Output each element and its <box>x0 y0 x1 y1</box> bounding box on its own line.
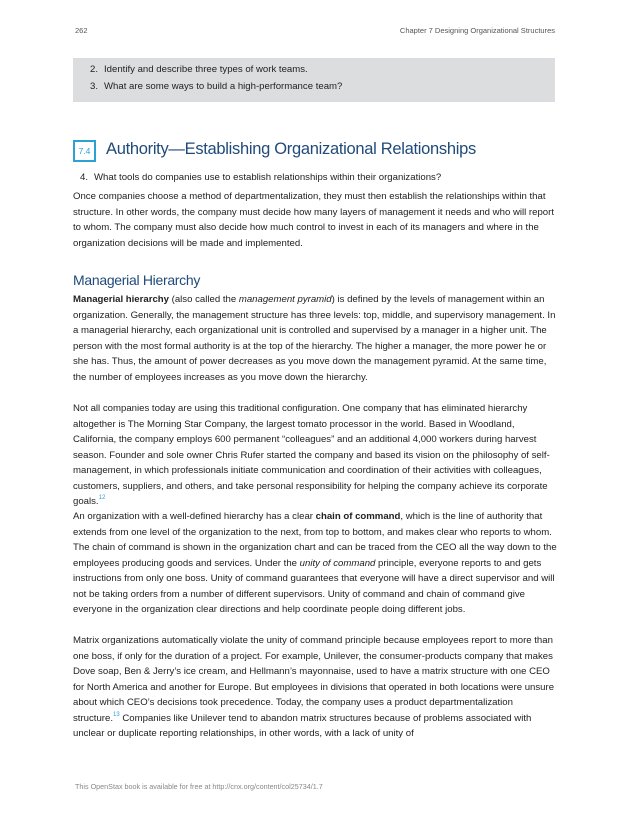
subsection-title: Managerial Hierarchy <box>73 272 201 288</box>
objective-text: What tools do companies use to establish relationships within their organizations? <box>94 172 442 183</box>
paragraph-text: Not all companies today are using this traditional configuration. One company that has eliminated hierarchy altogether is The Morning Star Company, the largest tomato processor in the world. Based in Woodland, California, the company employs 600 permanent “colleagues” and an additional 4,000 workers during harvest season. Founder and sole owner Chris Rufer started the company and based its vision on the philosophy of self-management, in which professionals initiate communication and coordination of their activities with colleagues, customers, suppliers, and others, and take personal responsibility for helping the company achieve its corporate goals. <box>73 403 550 507</box>
review-questions-box <box>73 58 555 102</box>
paragraph-morning-star <box>73 401 557 510</box>
paragraph-text: principle, everyone reports to and gets instructions from only one boss. Unity of command guarantees that everyone will have a direct supervisor and will not be taking orders from a number of different supervisors. Unity of command and chain of command give everyone in the organization clear directions and help coordinate people doing different jobs. <box>73 557 555 615</box>
section-title: Authority—Establishing Organizational Relationships <box>106 140 476 158</box>
objective-number: 4. <box>80 172 89 183</box>
question-number: 3. <box>90 81 99 92</box>
question-text: What are some ways to build a high-performance team? <box>104 81 343 92</box>
review-question <box>90 81 342 92</box>
question-number: 2. <box>90 64 99 75</box>
key-term: chain of command <box>315 511 401 522</box>
footnote-link[interactable]: 13 <box>113 711 120 718</box>
paragraph-managerial-hierarchy <box>73 292 557 385</box>
question-text: Identify and describe three types of work teams. <box>104 64 308 75</box>
review-question <box>90 64 308 75</box>
paragraph-text: ) is defined by the levels of management within an organization. Generally, the management structure has three levels: top, middle, and supervisory management. In a managerial hierarchy, each organizational unit is controlled and supervised by a manager in a higher unit. The person with the most formal authority is at the top of the hierarchy. The higher a manager, the more power he or she has. Thus, the amount of power decreases as you move down the management pyramid. At the same time, the number of employees increases as you move down the hierarchy. <box>73 294 556 383</box>
paragraph-text: An organization with a well-defined hierarchy has a clear <box>73 511 316 522</box>
italic-term: unity of command <box>299 557 376 569</box>
paragraph-text: Matrix organizations automatically violate the unity of command principle because employees report to more than one boss, if only for the duration of a project. For example, Unilever, the consumer-products company that makes Dove soap, Ben & Jerry’s ice cream, and Hellmann’s mayonnaise, used to have a matrix structure with one CEO for North America and another for Europe. But employees in divisions that operated in both locations were unsure about which CEO’s decisions took precedence. Today, the company uses a product departmentalization structure. <box>73 635 555 724</box>
paragraph-text: (also called the <box>168 294 239 305</box>
page-number: 262 <box>75 26 88 35</box>
footnote-link[interactable]: 12 <box>98 495 106 501</box>
chapter-header: Chapter 7 Designing Organizational Structures <box>399 26 555 35</box>
key-term: Managerial hierarchy <box>73 294 169 305</box>
paragraph-text: Companies like Unilever tend to abandon matrix structures because of problems associated with unclear or duplicate reporting relationships, in other words, with a lack of unity of <box>73 712 532 739</box>
learning-objective <box>80 172 441 183</box>
paragraph-matrix-organizations <box>73 633 557 742</box>
italic-term: management pyramid <box>238 294 332 305</box>
intro-text: Once companies choose a method of departmentalization, they must then establish the relationships within that structure. In other words, the company must decide how many layers of management it needs and who will report to whom. The company must also decide how much control to invest in each of its managers and where in the organization decisions will be made and implemented. <box>73 191 554 249</box>
section-number-badge: 7.4 <box>73 140 96 162</box>
intro-paragraph <box>73 189 557 251</box>
page-footer: This OpenStax book is available for free at http://cnx.org/content/col25734/1.7 <box>75 782 323 791</box>
paragraph-chain-of-command <box>73 509 557 618</box>
paragraph-text: , which is the line of authority that extends from one level of the organization to the next, from top to bottom, and makes clear who reports to whom. The chain of command is shown in the organization chart and can be traced from the CEO all the way down to the employees producing goods and services. Under the <box>73 511 557 569</box>
